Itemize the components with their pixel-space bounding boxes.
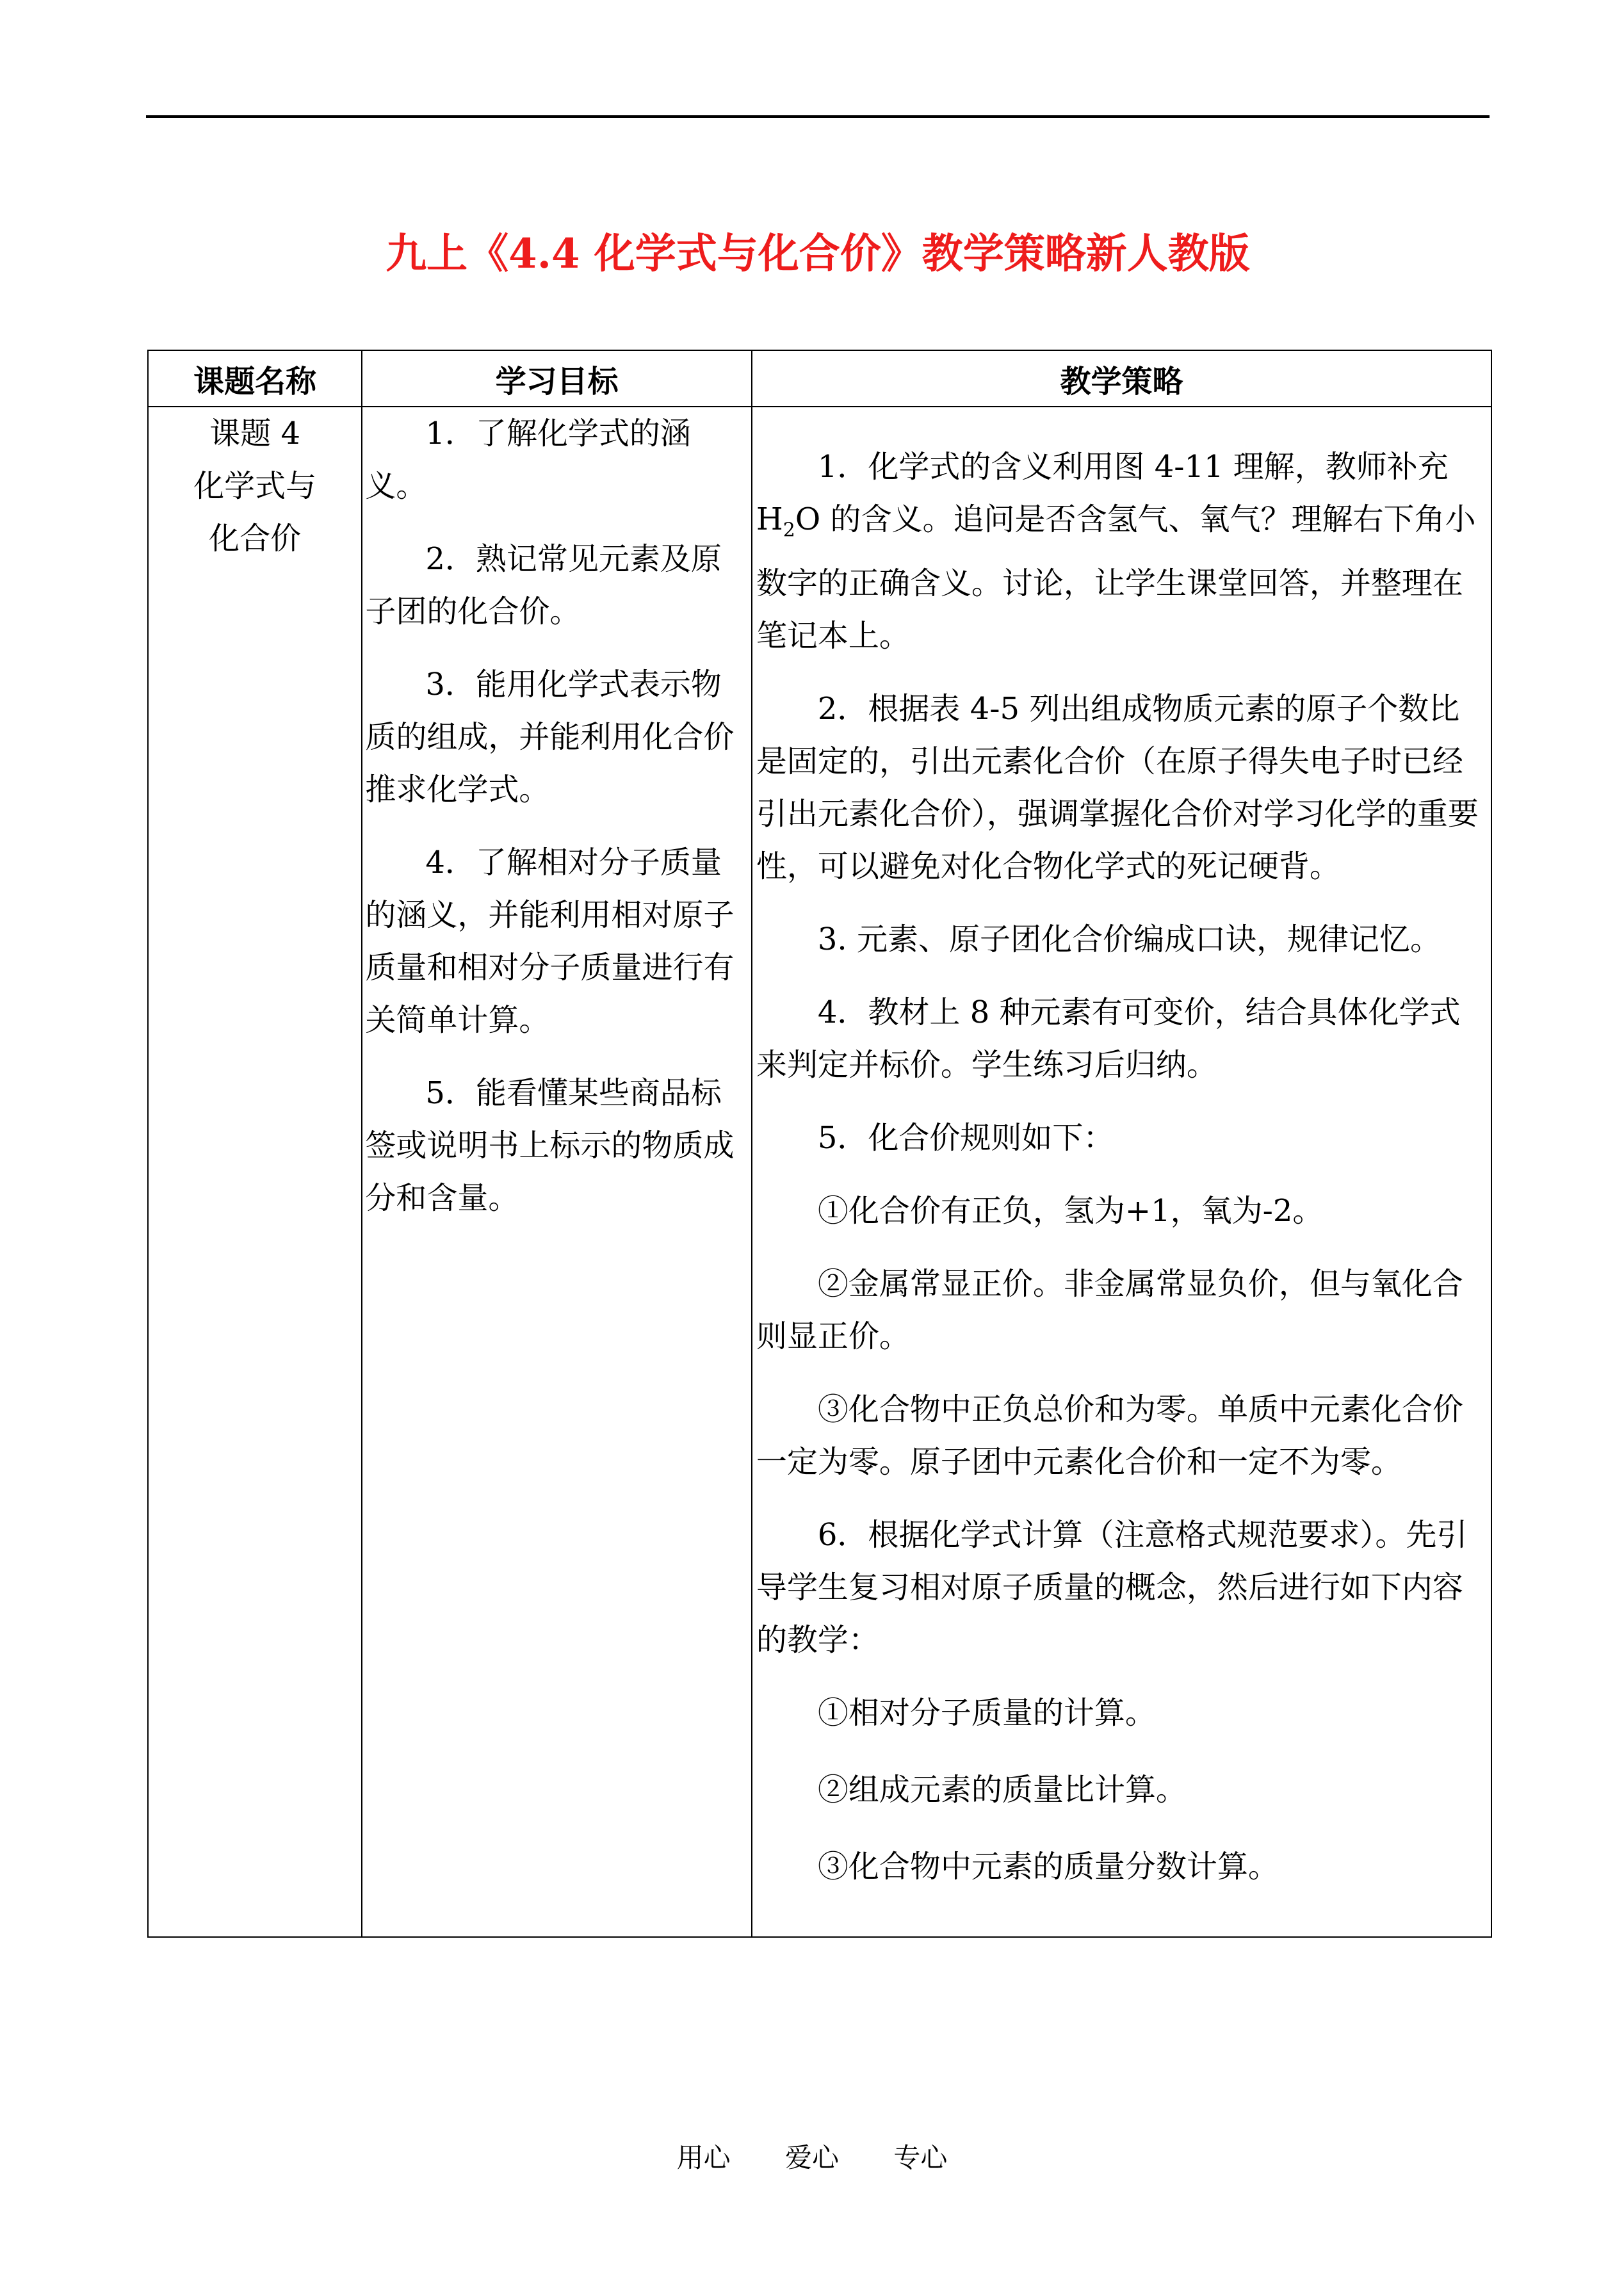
header-topic: 课题名称 [148, 350, 362, 407]
document-title: 九上《4.4 化学式与化合价》教学策略新人教版 [386, 230, 1250, 278]
topic-line: 课题 4 [209, 416, 301, 451]
goal-item: 1．了解化学式的涵义。 [365, 416, 691, 504]
table-row [148, 407, 1491, 1937]
strategy-table [147, 350, 1492, 1938]
valence-rule: ③化合物中正负总价和为零。单质中元素化合价一定为零。原子团中元素化合价和一定不为零。 [756, 1391, 1463, 1480]
page-footer [0, 2139, 1624, 2177]
subscript: 2 [783, 519, 795, 542]
calc-item: ③化合物中元素的质量分数计算。 [817, 1848, 1279, 1885]
header-rule [146, 115, 1490, 118]
calc-item: ①相对分子质量的计算。 [817, 1694, 1156, 1731]
goal-item: 3．能用化学式表示物质的组成，并能利用化合价推求化学式。 [365, 667, 735, 807]
strategy-item-1 [756, 441, 1490, 662]
strategy-item-6: 6．根据化学式计算（注意格式规范要求）。先引导学生复习相对原子质量的概念，然后进行如下内容的教学： [756, 1516, 1468, 1658]
valence-rule: ①化合价有正负，氢为+1，氧为-2。 [817, 1192, 1324, 1229]
topic-cell [148, 407, 362, 1937]
goal-item: 5．能看懂某些商品标签或说明书上标示的物质成分和含量。 [365, 1075, 735, 1216]
strategy-item-4: 4．教材上 8 种元素有可变价，结合具体化学式来判定并标价。学生练习后归纳。 [756, 994, 1461, 1083]
goal-item: 2．熟记常见元素及原子团的化合价。 [365, 541, 722, 629]
strategy-item-3: 3. 元素、原子团化合价编成口诀，规律记忆。 [817, 921, 1441, 957]
topic-line: 化合价 [209, 521, 302, 556]
strategy-item-5: 5．化合价规则如下： [817, 1119, 1114, 1156]
topic-line: 化学式与 [193, 468, 317, 504]
table-header-row [148, 350, 1491, 407]
valence-rule: ②金属常显正价。非金属常显负价，但与氧化合则显正价。 [756, 1265, 1463, 1354]
strategy-text: O 的含义。追问是否含氢气、氧气？理解右下角小数字的正确含义。讨论，让学生课堂回答，并整理在笔记本上。 [756, 501, 1476, 654]
header-goals: 学习目标 [362, 350, 752, 407]
header-strategy: 教学策略 [752, 350, 1491, 407]
footer-word: 爱心 [784, 2142, 839, 2173]
calc-item: ②组成元素的质量比计算。 [817, 1771, 1187, 1808]
goal-item: 4．了解相对分子质量的涵义，并能利用相对原子质量和相对分子质量进行有关简单计算。 [365, 845, 735, 1038]
strategy-cell [752, 407, 1491, 1937]
strategy-item-2: 2．根据表 4-5 列出组成物质元素的原子个数比是固定的，引出元素化合价（在原子得失电子时已经引出元素化合价），强调掌握化合价对学习化学的重要性，可以避免对化合物化学式的死记硬背。 [756, 690, 1479, 884]
goals-cell [362, 407, 752, 1937]
footer-word: 用心 [676, 2142, 731, 2173]
footer-word: 专心 [893, 2142, 948, 2173]
strategy-text: 1．化学式的含义利用图 4-11 理解，教师补充 H [756, 449, 1449, 537]
